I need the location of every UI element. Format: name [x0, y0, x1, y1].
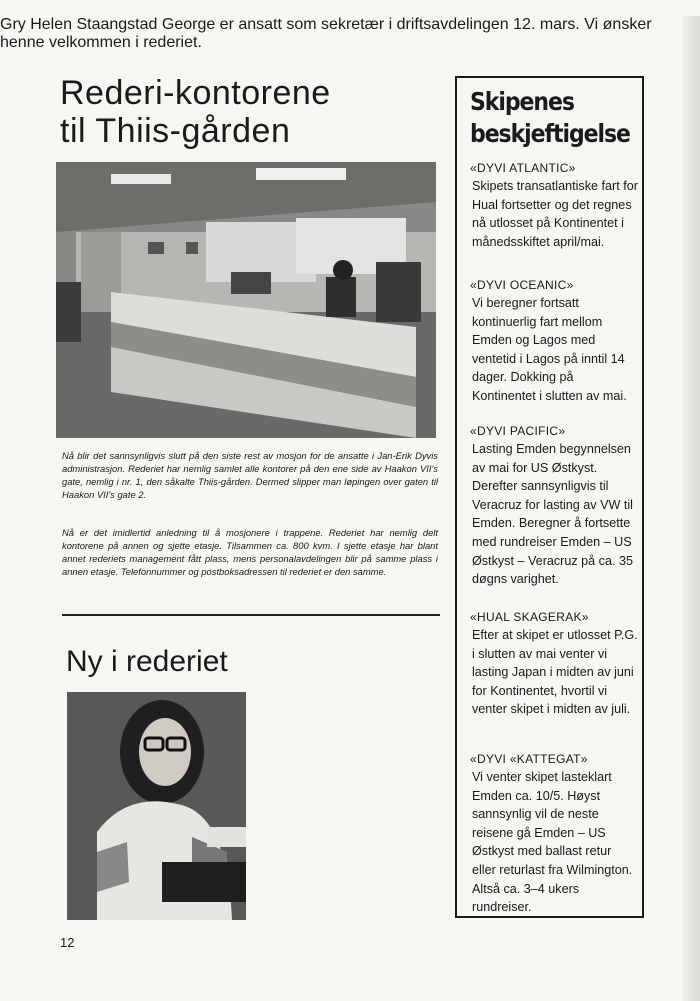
section-divider [62, 614, 440, 616]
employee-photo [67, 692, 246, 920]
heading-line-1: Rederi-kontorene [60, 74, 331, 112]
office-photo [56, 162, 436, 438]
ship-description: Lasting Emden begynnelsen av mai for US Østkyst. Derefter sannsynligvis til Veracruz for lasting av VW til Emden. Beregner å fortsette med rundreiser Emden – US Østkyst – Veracruz på ca. 35 døgns varighet. [472, 442, 633, 587]
ship-entry-dyvi-oceanic [472, 278, 638, 406]
ship-name: «DYVI OCEANIC» [470, 278, 574, 292]
page-number: 12 [60, 935, 75, 950]
ships-box-title-line-1: Skipenes [470, 87, 574, 116]
ship-name: «DYVI ATLANTIC» [470, 161, 576, 175]
heading-line-2: til Thiis-gården [60, 112, 291, 150]
ship-entry-dyvi-atlantic [472, 161, 638, 251]
article-heading [60, 74, 440, 150]
employee-caption: Gry Helen Staangstad George er ansatt som sekretær i driftsavdelingen 12. mars. Vi ønsker henne velkommen i rederiet. [0, 16, 652, 51]
ship-entry-hual-skagerak [472, 610, 638, 719]
page-edge [682, 16, 700, 1001]
ships-box-title [470, 86, 630, 150]
office-caption-paragraph-1: Nå blir det sannsynligvis slutt på den siste rest av mosjon for de ansatte i Jan-Erik Dyvis administrasjon. Rederiet har nemlig samlet alle kontorer på den ene side av Haakon VII's gate, nemlig i nr. 1, den såkalte Thiis-gården. Dermed slipper man løpingen over gaten til Haakon VII's gate 2. [62, 450, 438, 501]
office-caption-paragraph-2: Nå er det imidlertid anledning til å mosjonere i trappene. Rederiet har nemlig delt kontorene på annen og sjette etasje. Tilsammen ca. 800 kvm. I sjette etasje har blant annet rederiets management fått plass, mens personalavdelingen blir på samme plass i annen etasje. Telefonnummer og postboksadressen til rederiet er den samme. [62, 527, 438, 578]
new-employee-heading: Ny i rederiet [66, 645, 228, 678]
ship-entry-dyvi-kattegat [472, 752, 638, 917]
ships-box-title-line-2: beskjeftigelse [470, 119, 630, 148]
ship-name: «HUAL SKAGERAK» [470, 610, 589, 624]
ship-description: Efter at skipet er utlosset P.G. i slutten av mai venter vi lasting Japan i midten av juni for Kontinentet, hvortil vi venter skipet i midten av juli. [472, 628, 638, 717]
ship-entry-dyvi-pacific [472, 424, 638, 589]
ship-name: «DYVI PACIFIC» [470, 424, 566, 438]
ship-name: «DYVI «KATTEGAT» [470, 752, 588, 766]
ship-description: Vi venter skipet lasteklart Emden ca. 10/5. Høyst sannsynlig vil de neste reisene gå Emden – US Østkyst med ballast retur eller returlast fra Wilmington. Altså ca. 3–4 ukers rundreiser. [472, 770, 633, 915]
ship-description: Skipets transatlantiske fart for Hual fortsetter og det regnes nå utlosset på Kontinentet i månedsskiftet april/mai. [472, 179, 638, 249]
ship-description: Vi beregner fortsatt kontinuerlig fart mellom Emden og Lagos med ventetid i Lagos på inntil 14 dager. Dokking på Kontinentet i slutten av mai. [472, 296, 627, 403]
